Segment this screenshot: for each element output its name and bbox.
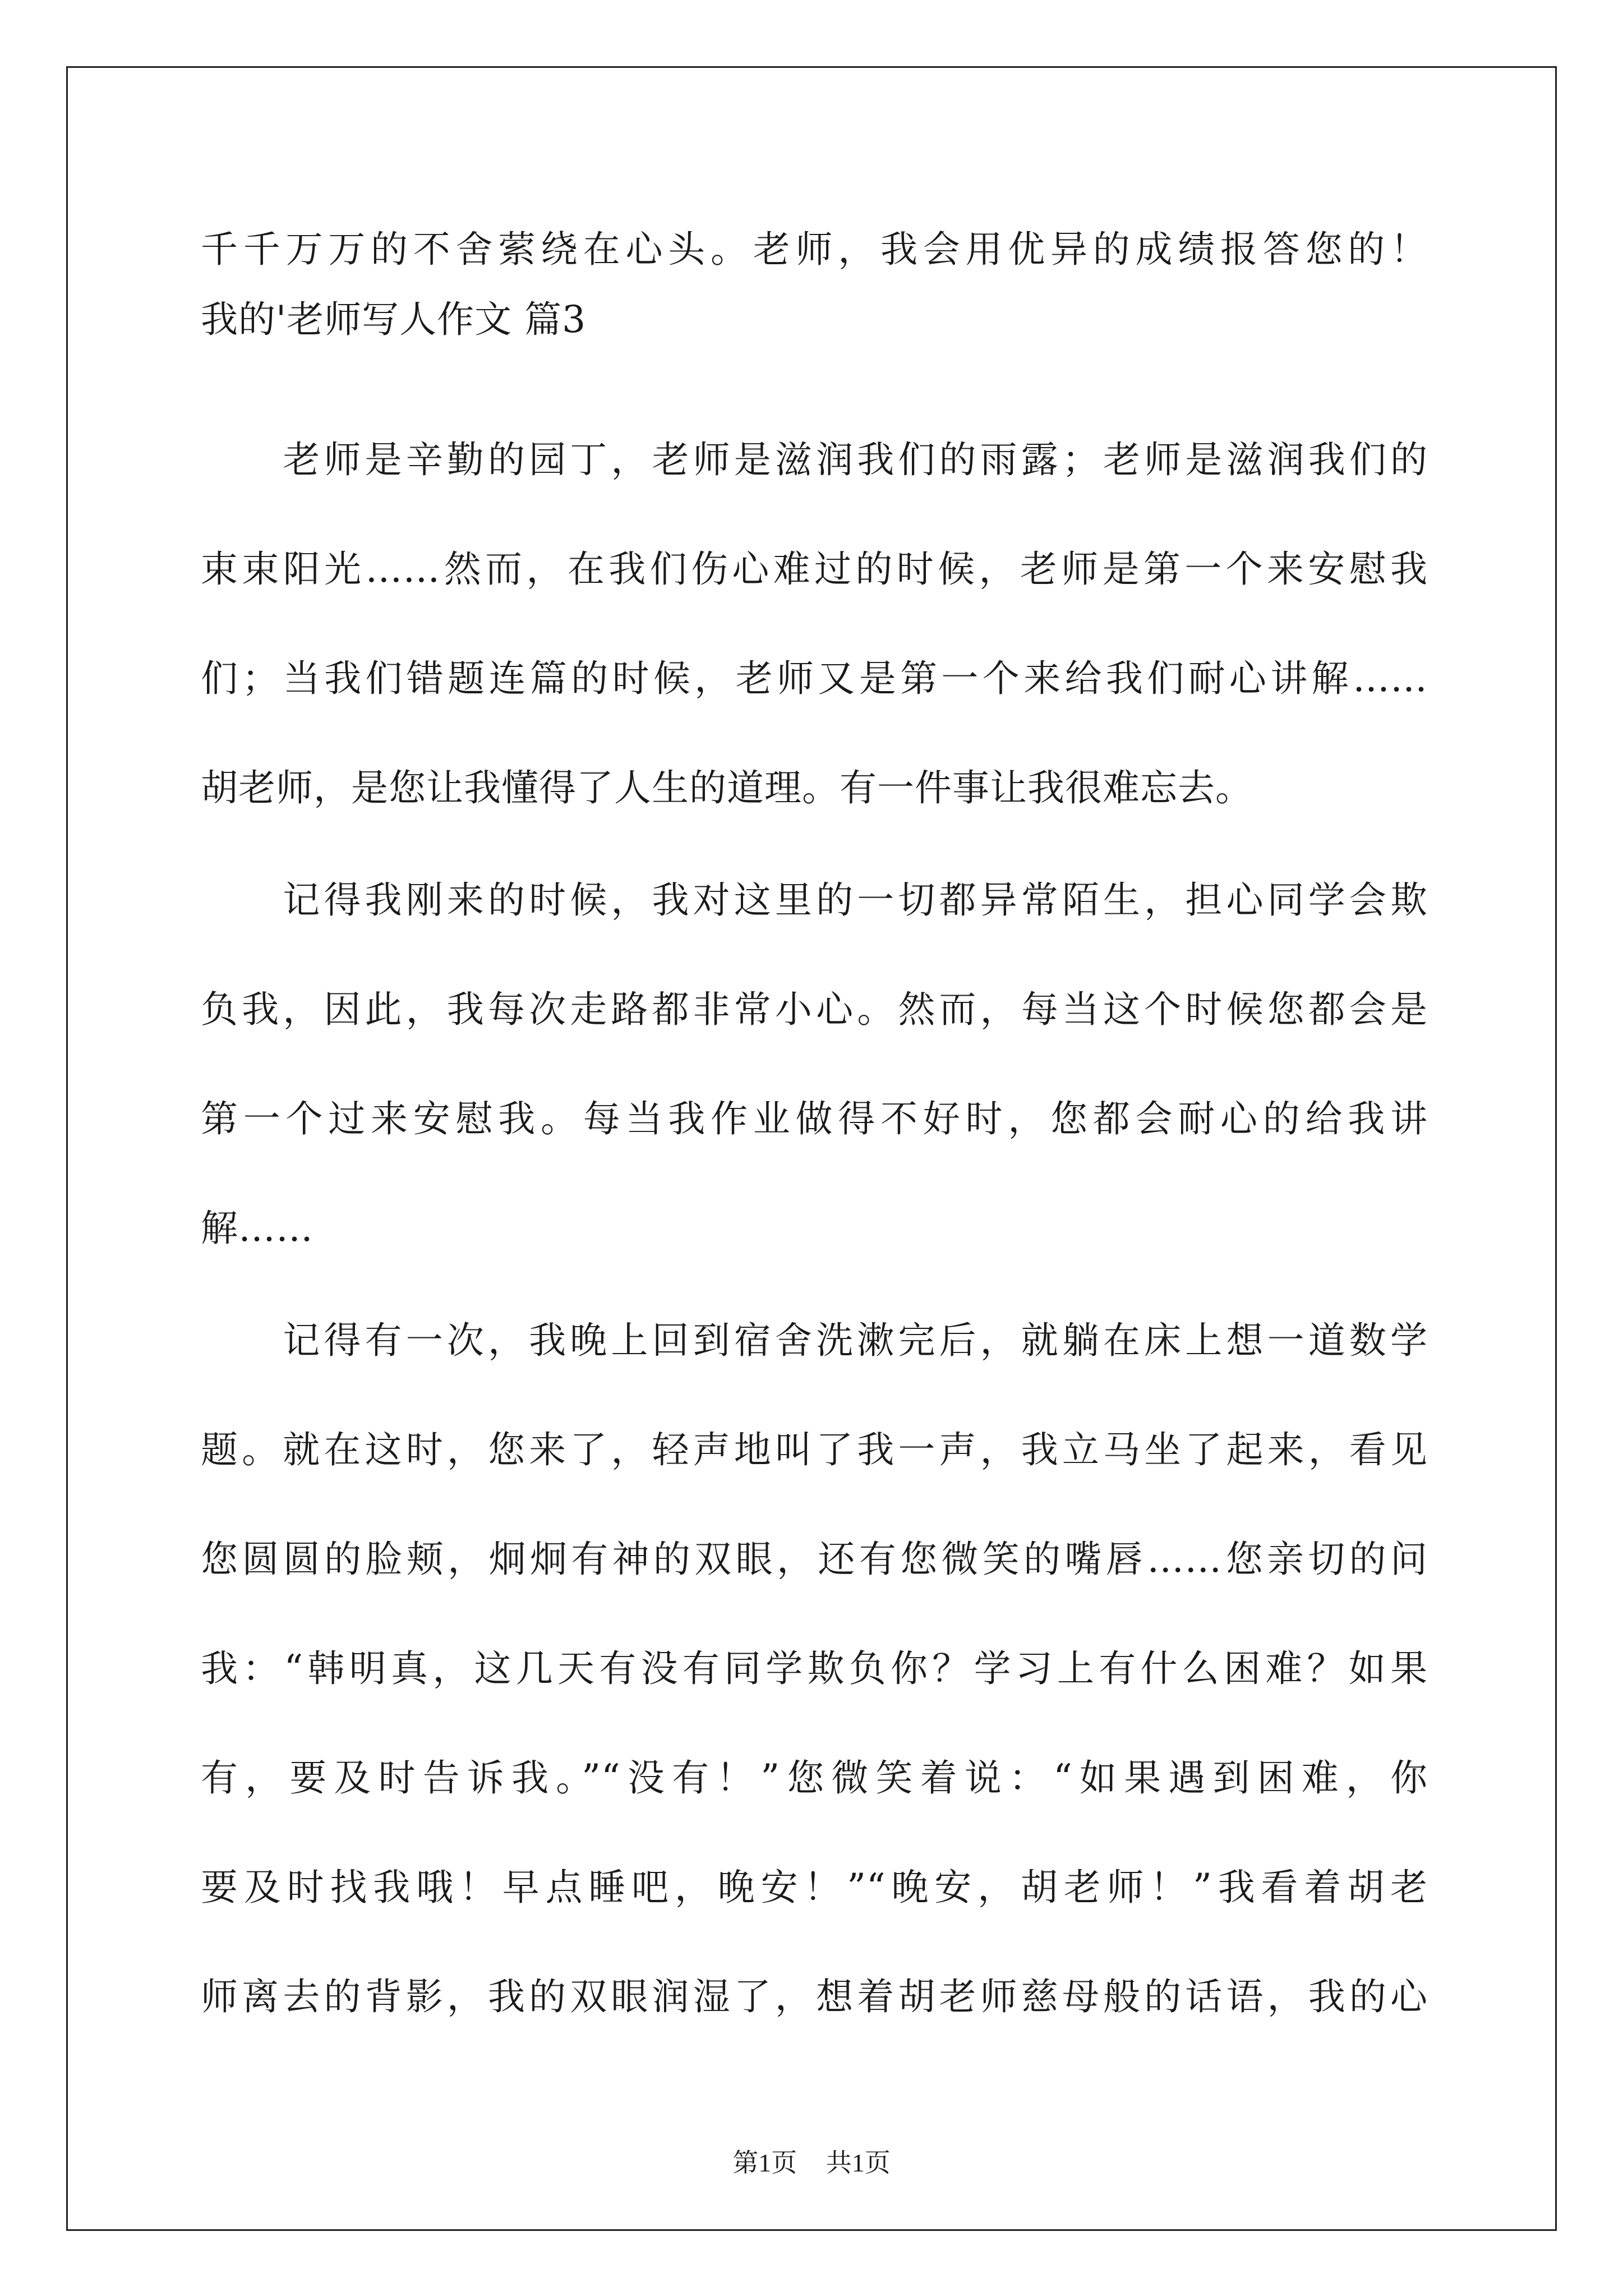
text-line: 师离去的背影，我的双眼润湿了，想着胡老师慈母般的话语，我的心: [201, 1975, 1428, 2018]
text-line: 题。就在这时，您来了，轻声地叫了我一声，我立马坐了起来，看见: [201, 1428, 1428, 1471]
text-line: 们；当我们错题连篇的时候，老师又是第一个来给我们耐心讲解……: [201, 657, 1428, 700]
text-line: 胡老师，是您让我懂得了人生的道理。有一件事让我很难忘去。: [201, 766, 1253, 809]
text-line: 第一个过来安慰我。每当我作业做得不好时，您都会耐心的给我讲: [201, 1097, 1428, 1140]
section-heading: 我的'老师写人作文 篇3: [201, 298, 587, 341]
text-line: 有，要及时告诉我。”“没有！”您微笑着说：“如果遇到困难，你: [201, 1756, 1428, 1800]
text-line: 我：“韩明真，这几天有没有同学欺负你？学习上有什么困难？如果: [201, 1647, 1428, 1690]
text-line: 要及时找我哦！早点睡吧，晚安！”“晚安，胡老师！”我看着胡老: [201, 1866, 1428, 1909]
page-total: 共1页: [826, 2148, 891, 2177]
text-line: 千千万万的不舍萦绕在心头。老师，我会用优异的成绩报答您的！: [201, 228, 1428, 271]
text-line: 束束阳光……然而，在我们伤心难过的时候，老师是第一个来安慰我: [201, 547, 1428, 591]
text-line: 老师是辛勤的园丁，老师是滋润我们的雨露；老师是滋润我们的: [201, 438, 1428, 481]
page-footer: [0, 2146, 1623, 2180]
text-line: 记得有一次，我晚上回到宿舍洗漱完后，就躺在床上想一道数学: [201, 1319, 1428, 1362]
text-line: 您圆圆的脸颊，炯炯有神的双眼，还有您微笑的嘴唇……您亲切的问: [201, 1538, 1428, 1581]
page-number: 第1页: [732, 2148, 797, 2177]
text-line: 解……: [201, 1207, 313, 1250]
text-line: 负我，因此，我每次走路都非常小心。然而，每当这个时候您都会是: [201, 988, 1428, 1031]
text-line: 记得我刚来的时候，我对这里的一切都异常陌生，担心同学会欺: [201, 878, 1428, 922]
